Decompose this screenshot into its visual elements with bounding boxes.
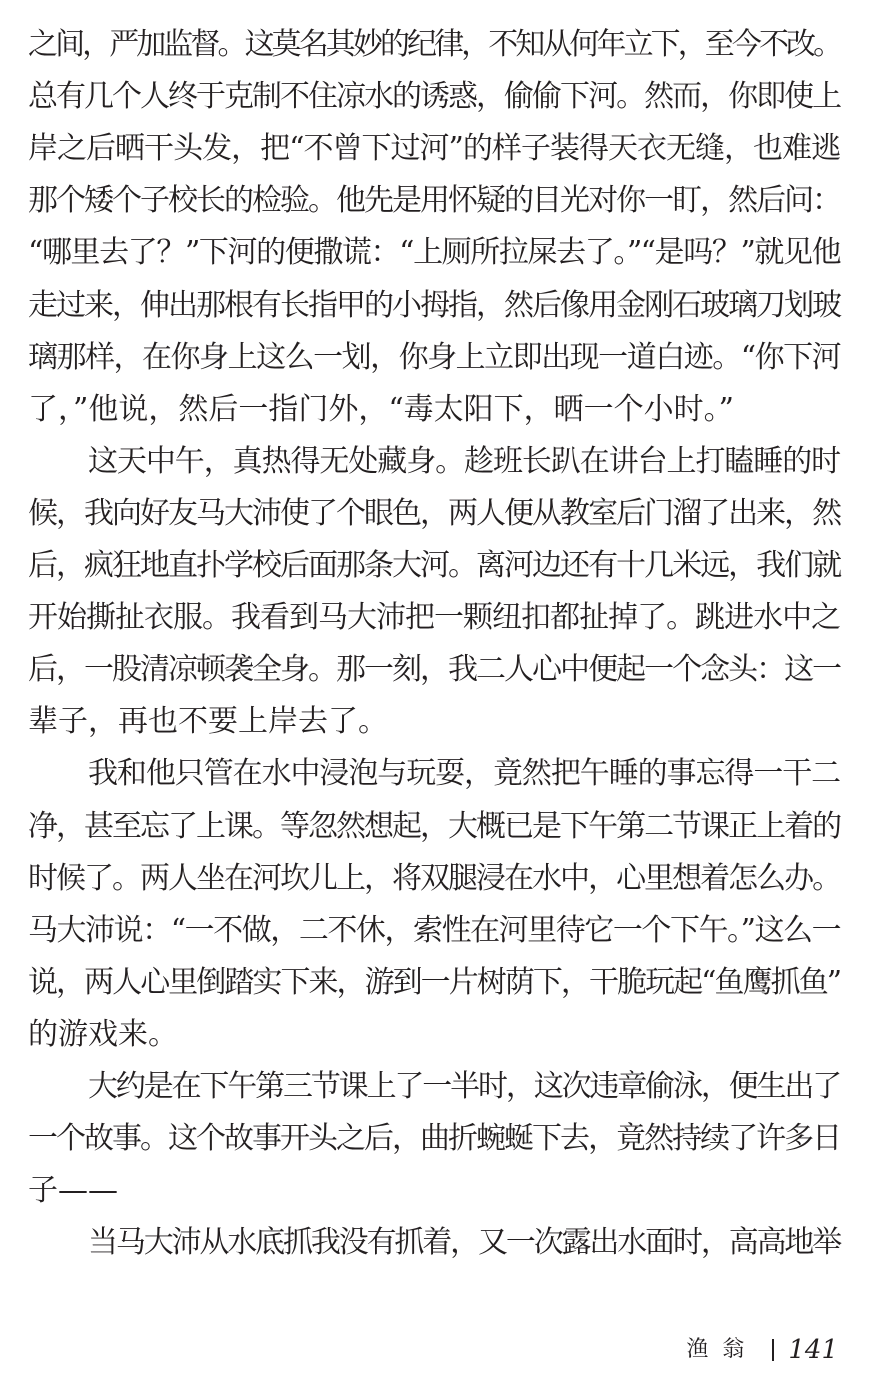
text-line: 这天中午，真热得无处藏身。趁班长趴在讲台上打瞌睡的时 (88, 443, 840, 479)
page-footer (686, 1332, 838, 1368)
text-line: 璃那样，在你身上这么一划，你身上立即出现一道白迹。“你下河 (28, 339, 840, 375)
page-number: 141 (788, 1335, 838, 1365)
text-line: 时候了。两人坐在河坎儿上，将双腿浸在水中，心里想着怎么办。 (28, 860, 840, 896)
text-line: 马大沛说：“一不做，二不休，索性在河里待它一个下午。”这么一 (28, 912, 840, 948)
text-line: 后，疯狂地直扑学校后面那条大河。离河边还有十几米远，我们就 (28, 548, 840, 583)
text-line: 说，两人心里倒踏实下来，游到一片树荫下，干脆玩起“鱼鹰抓鱼” (28, 964, 840, 1000)
text-line: 后，一股清凉顿袭全身。那一刻，我二人心中便起一个念头：这一 (28, 652, 840, 688)
text-line: “哪里去了？”下河的便撒谎：“上厕所拉屎去了。”“是吗？”就见他 (28, 235, 840, 271)
text-line: 辈子，再也不要上岸去了。 (28, 704, 388, 740)
text-line: 一个故事。这个故事开头之后，曲折蜿蜒下去，竟然持续了许多日 (28, 1121, 840, 1157)
footer-divider (772, 1339, 774, 1361)
text-line: 大约是在下午第三节课上了一半时，这次违章偷泳，便生出了 (88, 1069, 840, 1104)
text-line: 那个矮个子校长的检验。他先是用怀疑的目光对你一盯，然后问： (28, 183, 840, 219)
text-line: 当马大沛从水底抓我没有抓着，又一次露出水面时，高高地举 (88, 1225, 840, 1261)
text-line: 岸之后晒干头发，把“不曾下过河”的样子装得天衣无缝，也难逃 (28, 131, 840, 167)
text-line: 子—— (28, 1173, 118, 1209)
text-line: 候，我向好友马大沛使了个眼色，两人便从教室后门溜了出来，然 (28, 495, 840, 531)
text-line: 净，甚至忘了上课。等忽然想起，大概已是下午第二节课正上着的 (28, 808, 840, 844)
text-line: 了，”他说，然后一指门外，“毒太阳下，晒一个小时。” (28, 391, 735, 427)
text-line: 的游戏来。 (28, 1016, 178, 1052)
running-title: 渔翁 (686, 1337, 759, 1362)
text-line: 我和他只管在水中浸泡与玩耍，竟然把午睡的事忘得一干二 (88, 756, 840, 792)
text-line: 走过来，伸出那根有长指甲的小拇指，然后像用金刚石玻璃刀划玻 (28, 287, 840, 323)
text-line: 总有几个人终于克制不住凉水的诱惑，偷偷下河。然而，你即使上 (28, 79, 840, 115)
text-line: 之间，严加监督。这莫名其妙的纪律，不知从何年立下，至今不改。 (28, 27, 840, 62)
text-line: 开始撕扯衣服。我看到马大沛把一颗纽扣都扯掉了。跳进水中之 (28, 600, 840, 636)
